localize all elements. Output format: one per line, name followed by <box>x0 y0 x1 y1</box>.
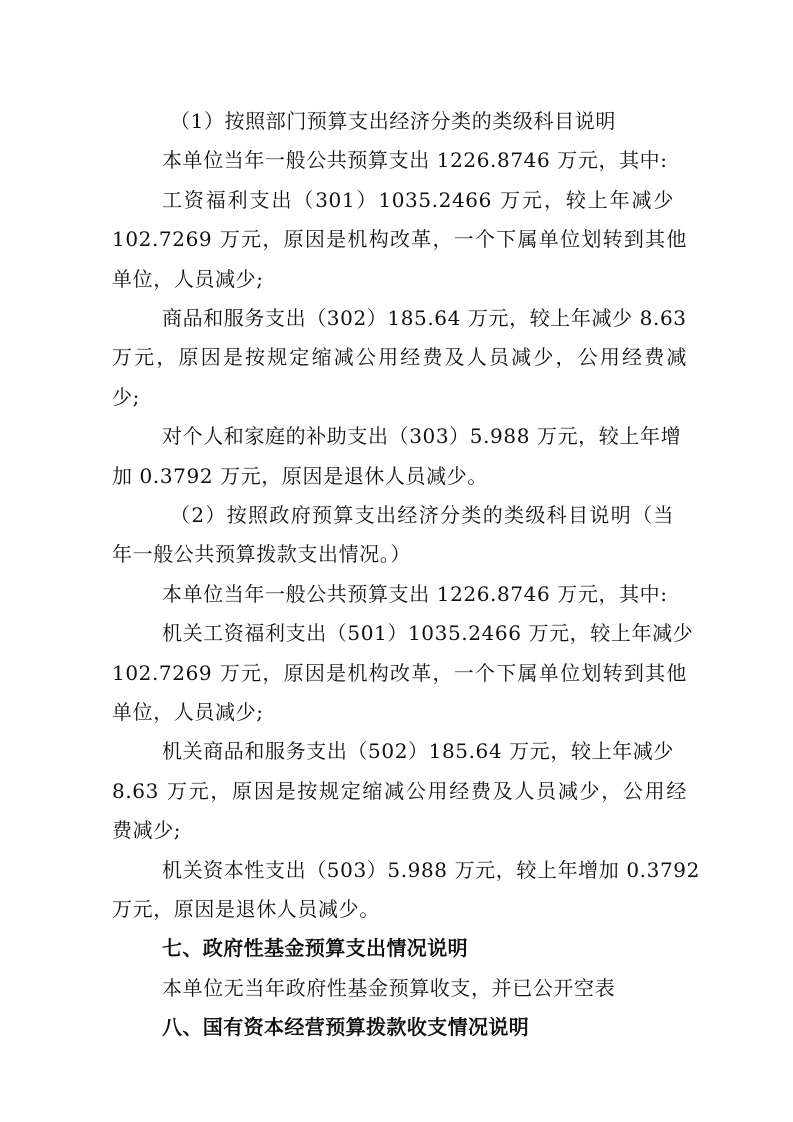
paragraph-line: 单位，人员减少; <box>112 267 264 291</box>
section-1-heading: （1）按照部门预算支出经济分类的类级科目说明 <box>170 109 616 133</box>
paragraph-line: 商品和服务支出（302）185.64 万元，较上年减少 8.63 <box>162 306 687 330</box>
paragraph-line: 年一般公共预算拨款支出情况。） <box>112 542 411 566</box>
paragraph-line: 102.7269 万元，原因是机构改革，一个下属单位划转到其他 <box>112 661 687 685</box>
paragraph-line: 少; <box>112 385 140 409</box>
paragraph-line: 万元，原因是退休人员减少。 <box>112 897 380 921</box>
paragraph-line: 本单位无当年政府性基金预算收支，并已公开空表 <box>162 976 616 1000</box>
section-8-heading: 八、国有资本经营预算拨款收支情况说明 <box>162 1015 530 1039</box>
paragraph-line: 8.63 万元，原因是按规定缩减公用经费及人员减少，公用经 <box>112 779 687 803</box>
paragraph-line: 加 0.3792 万元，原因是退休人员减少。 <box>112 464 488 488</box>
paragraph-line: 机关工资福利支出（501）1035.2466 万元，较上年减少 <box>162 621 694 645</box>
paragraph-line: 万元，原因是按规定缩减公用经费及人员减少，公用经费减 <box>112 345 687 369</box>
paragraph-line: 机关商品和服务支出（502）185.64 万元，较上年减少 <box>162 739 674 763</box>
paragraph-line: 本单位当年一般公共预算支出 1226.8746 万元，其中: <box>162 582 668 606</box>
paragraph-line: 本单位当年一般公共预算支出 1226.8746 万元，其中: <box>162 148 668 172</box>
section-7-heading: 七、政府性基金预算支出情况说明 <box>162 936 468 960</box>
paragraph-line: 费减少; <box>112 818 182 842</box>
paragraph-line: 机关资本性支出（503）5.988 万元，较上年增加 0.3792 <box>162 858 700 882</box>
paragraph-line: 102.7269 万元，原因是机构改革，一个下属单位划转到其他 <box>112 227 687 251</box>
paragraph-line: 工资福利支出（301）1035.2466 万元，较上年减少 <box>162 188 674 212</box>
paragraph-line: 单位，人员减少; <box>112 700 264 724</box>
section-2-heading: （2）按照政府预算支出经济分类的类级科目说明（当 <box>170 503 674 527</box>
paragraph-line: 对个人和家庭的补助支出（303）5.988 万元，较上年增 <box>162 424 682 448</box>
